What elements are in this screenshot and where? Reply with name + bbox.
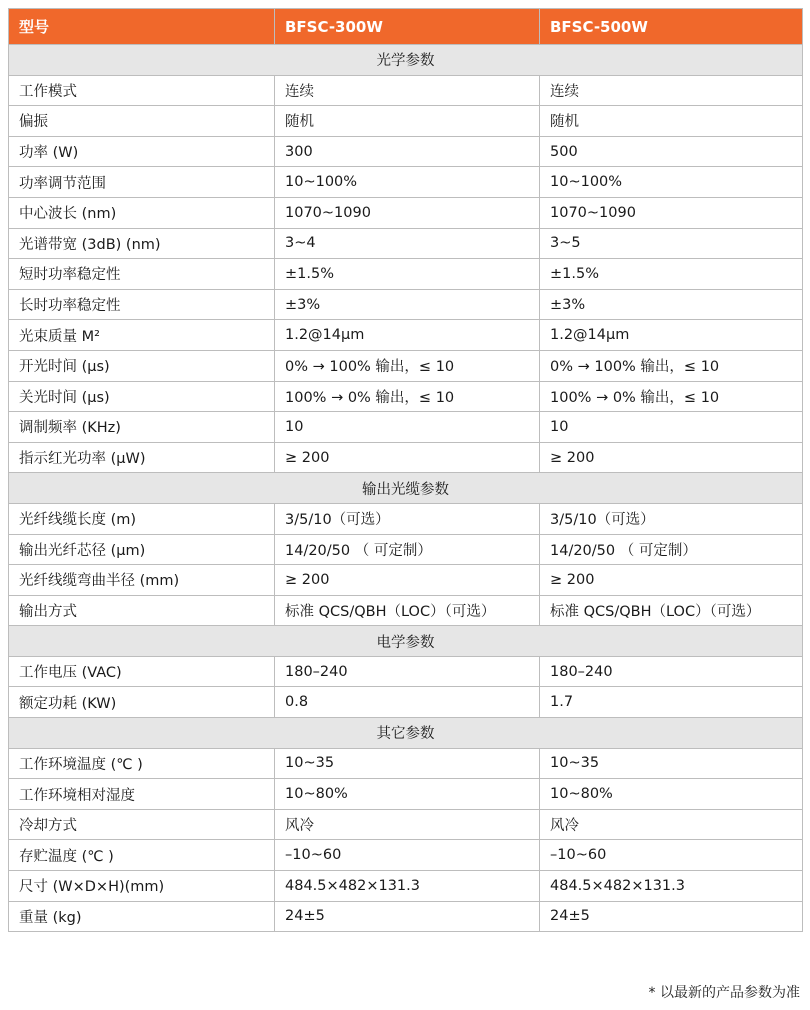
table-row: [9, 687, 803, 718]
table-row: [9, 809, 803, 840]
section-row: [9, 718, 803, 749]
bfsc-300w-value-cell: 标准 QCS/QBH（LOC）（可选）: [275, 595, 540, 626]
spec-table-body: [9, 45, 803, 932]
bfsc-300w-value-cell: ≥ 200: [275, 565, 540, 596]
table-row: [9, 197, 803, 228]
table-row: [9, 595, 803, 626]
bfsc-500w-value-cell: –10~60: [540, 840, 803, 871]
bfsc-300w-value-cell: 300: [275, 136, 540, 167]
table-row: [9, 289, 803, 320]
table-row: [9, 534, 803, 565]
bfsc-500w-value-cell: 24±5: [540, 901, 803, 932]
table-row: [9, 503, 803, 534]
param-name-cell: 光束质量 M²: [9, 320, 275, 351]
param-name-cell: 工作环境温度 (℃ ): [9, 748, 275, 779]
bfsc-500w-value-cell: ≥ 200: [540, 442, 803, 473]
bfsc-500w-value-cell: 10~35: [540, 748, 803, 779]
param-name-cell: 输出方式: [9, 595, 275, 626]
table-row: [9, 350, 803, 381]
section-row: [9, 473, 803, 504]
table-row: [9, 779, 803, 810]
param-name-cell: 光纤线缆长度 (m): [9, 503, 275, 534]
footnote: * 以最新的产品参数为准: [648, 985, 800, 1001]
bfsc-300w-value-cell: 484.5×482×131.3: [275, 871, 540, 902]
param-name-cell: 工作电压 (VAC): [9, 656, 275, 687]
param-name-cell: 调制频率 (KHz): [9, 412, 275, 443]
bfsc-500w-value-cell: 连续: [540, 75, 803, 106]
param-name-cell: 功率调节范围: [9, 167, 275, 198]
param-name-cell: 中心波长 (nm): [9, 197, 275, 228]
bfsc-300w-value-cell: 1.2@14μm: [275, 320, 540, 351]
bfsc-300w-value-cell: 180–240: [275, 656, 540, 687]
table-row: [9, 136, 803, 167]
bfsc-300w-value-cell: ±1.5%: [275, 259, 540, 290]
table-row: [9, 320, 803, 351]
table-row: [9, 167, 803, 198]
bfsc-300w-value-cell: 10~100%: [275, 167, 540, 198]
bfsc-300w-value-cell: 随机: [275, 106, 540, 137]
param-name-cell: 指示红光功率 (μW): [9, 442, 275, 473]
param-name-cell: 长时功率稳定性: [9, 289, 275, 320]
bfsc-500w-value-cell: 10~80%: [540, 779, 803, 810]
param-name-cell: 尺寸 (W×D×H)(mm): [9, 871, 275, 902]
param-name-cell: 冷却方式: [9, 809, 275, 840]
bfsc-500w-value-cell: 1.7: [540, 687, 803, 718]
table-row: [9, 259, 803, 290]
bfsc-300w-value-cell: 10~35: [275, 748, 540, 779]
spec-table: [8, 8, 803, 932]
param-name-cell: 光谱带宽 (3dB) (nm): [9, 228, 275, 259]
table-row: [9, 381, 803, 412]
param-name-cell: 偏振: [9, 106, 275, 137]
bfsc-500w-value-cell: 180–240: [540, 656, 803, 687]
bfsc-300w-value-cell: 14/20/50 （ 可定制）: [275, 534, 540, 565]
table-row: [9, 901, 803, 932]
bfsc-500w-value-cell: ≥ 200: [540, 565, 803, 596]
param-name-cell: 短时功率稳定性: [9, 259, 275, 290]
table-row: [9, 565, 803, 596]
table-row: [9, 75, 803, 106]
section-title: 其它参数: [9, 718, 803, 749]
bfsc-500w-value-cell: 1.2@14μm: [540, 320, 803, 351]
bfsc-500w-value-cell: 3/5/10（可选）: [540, 503, 803, 534]
param-name-cell: 输出光纤芯径 (μm): [9, 534, 275, 565]
bfsc-300w-value-cell: 3/5/10（可选）: [275, 503, 540, 534]
section-title: 光学参数: [9, 45, 803, 76]
bfsc-300w-value-cell: 0.8: [275, 687, 540, 718]
bfsc-300w-value-cell: 1070~1090: [275, 197, 540, 228]
bfsc-500w-value-cell: 14/20/50 （ 可定制）: [540, 534, 803, 565]
bfsc-500w-value-cell: 500: [540, 136, 803, 167]
bfsc-500w-value-cell: 随机: [540, 106, 803, 137]
spec-table-container: [8, 8, 802, 932]
table-row: [9, 840, 803, 871]
bfsc-300w-value-cell: 10: [275, 412, 540, 443]
table-row: [9, 748, 803, 779]
header-model: 型号: [9, 9, 275, 45]
bfsc-300w-value-cell: 24±5: [275, 901, 540, 932]
table-row: [9, 228, 803, 259]
bfsc-300w-value-cell: 3~4: [275, 228, 540, 259]
table-row: [9, 412, 803, 443]
bfsc-300w-value-cell: –10~60: [275, 840, 540, 871]
bfsc-300w-value-cell: 0% → 100% 输出，≤ 10: [275, 350, 540, 381]
section-title: 输出光缆参数: [9, 473, 803, 504]
param-name-cell: 额定功耗 (KW): [9, 687, 275, 718]
bfsc-300w-value-cell: 风冷: [275, 809, 540, 840]
bfsc-300w-value-cell: ≥ 200: [275, 442, 540, 473]
header-bfsc-500w: BFSC-500W: [540, 9, 803, 45]
bfsc-500w-value-cell: 标准 QCS/QBH（LOC）（可选）: [540, 595, 803, 626]
bfsc-500w-value-cell: ±3%: [540, 289, 803, 320]
table-row: [9, 871, 803, 902]
bfsc-500w-value-cell: 10~100%: [540, 167, 803, 198]
section-row: [9, 626, 803, 657]
bfsc-500w-value-cell: ±1.5%: [540, 259, 803, 290]
bfsc-500w-value-cell: 风冷: [540, 809, 803, 840]
bfsc-500w-value-cell: 0% → 100% 输出，≤ 10: [540, 350, 803, 381]
table-header-row: [9, 9, 803, 45]
bfsc-300w-value-cell: 10~80%: [275, 779, 540, 810]
bfsc-500w-value-cell: 100% → 0% 输出，≤ 10: [540, 381, 803, 412]
param-name-cell: 工作模式: [9, 75, 275, 106]
bfsc-500w-value-cell: 10: [540, 412, 803, 443]
header-bfsc-300w: BFSC-300W: [275, 9, 540, 45]
bfsc-300w-value-cell: 连续: [275, 75, 540, 106]
param-name-cell: 工作环境相对湿度: [9, 779, 275, 810]
table-row: [9, 656, 803, 687]
bfsc-300w-value-cell: 100% → 0% 输出，≤ 10: [275, 381, 540, 412]
section-title: 电学参数: [9, 626, 803, 657]
param-name-cell: 光纤线缆弯曲半径 (mm): [9, 565, 275, 596]
table-row: [9, 442, 803, 473]
param-name-cell: 开光时间 (μs): [9, 350, 275, 381]
bfsc-300w-value-cell: ±3%: [275, 289, 540, 320]
table-row: [9, 106, 803, 137]
bfsc-500w-value-cell: 484.5×482×131.3: [540, 871, 803, 902]
param-name-cell: 关光时间 (μs): [9, 381, 275, 412]
bfsc-500w-value-cell: 1070~1090: [540, 197, 803, 228]
bfsc-500w-value-cell: 3~5: [540, 228, 803, 259]
section-row: [9, 45, 803, 76]
param-name-cell: 重量 (kg): [9, 901, 275, 932]
param-name-cell: 存贮温度 (℃ ): [9, 840, 275, 871]
param-name-cell: 功率 (W): [9, 136, 275, 167]
